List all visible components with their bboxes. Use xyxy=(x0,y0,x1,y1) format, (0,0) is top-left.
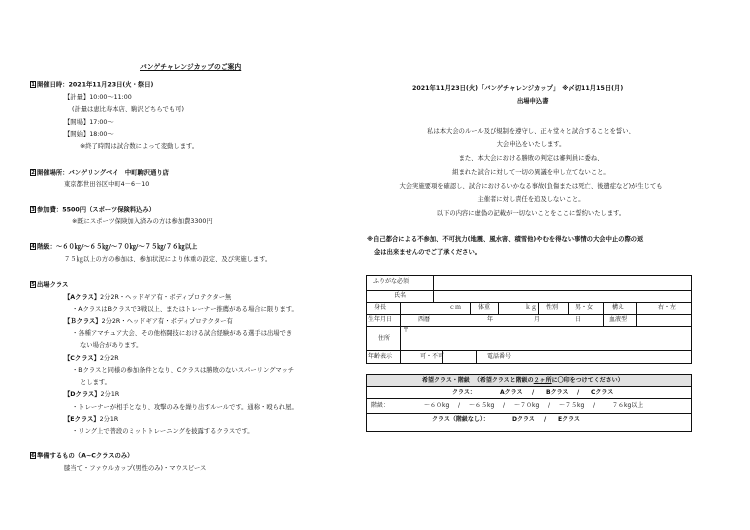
class-a-option[interactable]: Aクラス xyxy=(500,389,523,396)
height-unit: ｃｍ xyxy=(449,304,462,311)
venue-address: 東京都世田谷区中町4－6－10 xyxy=(64,181,150,188)
month-label: 月 xyxy=(534,316,541,323)
section-number: 1 xyxy=(31,82,35,88)
section-4-heading: 4 階級：～６０㎏/～６５㎏/～７０㎏/～７５㎏/７６㎏以上 xyxy=(31,243,198,251)
section-5-heading: 5 出場クラス xyxy=(31,281,69,289)
end-time-note: ※終了時間は試合数によって変動します。 xyxy=(80,143,199,150)
class-b-note-1: ・各種アマチュア大会、その他格闘技における試合経験がある選手は出場でき xyxy=(72,330,293,337)
age-display-options[interactable]: 可・不可 xyxy=(420,353,445,360)
doors-open-time: 【開場】17:00～ xyxy=(64,119,114,126)
section-number: 6 xyxy=(31,453,35,459)
section-number: 5 xyxy=(31,282,35,288)
blood-type-label: 血液型 xyxy=(609,316,628,323)
class-c-note-1: ・Bクラスと同様の参加条件となり、Cクラスは勝敗のないスパーリングマッチ xyxy=(72,367,295,374)
section-1-heading: 1 開催日時：2021年11月23日(火・祭日) xyxy=(31,81,154,89)
class-b-line: 【Ｂクラス】2分2R・ヘッドギア有・ボディプロテクター有 xyxy=(64,318,233,325)
weigh-in-time: 【計量】10:00～11:00 xyxy=(64,94,132,101)
class-d-note: ・トレーナーが相手となり、攻撃のみを繰り出すルールです。通称・殴られ屋。 xyxy=(72,404,298,411)
division-option[interactable]: ～７０kg xyxy=(514,402,540,409)
phone-field[interactable] xyxy=(530,352,688,363)
class-c-line: 【Cクラス】2分2R xyxy=(64,355,119,362)
class-no-division-label: クラス（階級なし）： xyxy=(432,416,489,423)
division-option[interactable]: ７６kg以上 xyxy=(612,402,644,409)
section-3-heading: 3 参加費：5500円（スポーツ保険料込み） xyxy=(31,206,156,214)
section-6-heading: 6 準備するもの（A~Cクラスのみ） xyxy=(31,452,134,460)
class-c-option[interactable]: Cクラス xyxy=(591,389,614,396)
refund-notice-2: 金は出来ませんのでご了承ください。 xyxy=(374,249,482,256)
sex-label: 性別 xyxy=(546,304,559,311)
division-option[interactable]: ～７５kg xyxy=(559,402,585,409)
start-time: 【開始】18:00～ xyxy=(64,131,114,138)
stance-label: 構え xyxy=(612,304,625,311)
era-label: 西暦 xyxy=(418,316,431,323)
height-label: 身長 xyxy=(374,304,387,311)
class-b-note-2: ない場合があります。 xyxy=(80,342,143,349)
weigh-in-note: (計量は恵比寿本店、駒沢どちらでも可) xyxy=(72,106,184,113)
name-field[interactable] xyxy=(435,291,690,301)
phone-label: 電話番号 xyxy=(487,353,512,360)
weight-label: 体重 xyxy=(478,304,491,311)
day-label: 日 xyxy=(575,316,582,323)
furigana-field[interactable] xyxy=(435,277,690,289)
address-field[interactable] xyxy=(402,327,690,349)
year-label: 年 xyxy=(487,316,494,323)
section-2-heading: 2 開催場所：バンゲリングベイ 中町駒沢通り店 xyxy=(31,169,169,177)
postal-mark: 〒 xyxy=(403,327,410,334)
furigana-label: ふりがな必須 xyxy=(373,278,410,285)
class-d-option[interactable]: Dクラス xyxy=(512,416,535,423)
form-subtitle: 出場申込書 xyxy=(517,98,549,105)
weight-unit: ｋｇ xyxy=(525,304,538,311)
class-header: 希望クラス・階級 （希望クラスと階級の２ヶ所に〇印をつけてください） xyxy=(422,377,624,384)
form-title-line: 2021年11月23日(火)「バンゲチャレンジカップ」 ※〆切11月15日(月) xyxy=(412,85,624,92)
stance-options[interactable]: 右・左 xyxy=(658,304,677,311)
sex-options[interactable]: 男・女 xyxy=(575,304,594,311)
division-label: 階級： xyxy=(371,402,390,409)
section-number: 3 xyxy=(31,207,35,213)
fee-note: ※既にスポーツ保険加入済みの方は参加費3300円 xyxy=(72,218,213,225)
section-number: 2 xyxy=(31,170,35,176)
age-display-label: 年齢表示 xyxy=(368,353,393,360)
refund-notice-1: ※自己都合による不参加、不可抗力(地震、風水害、積雪他)やむを得ない事情の大会中止の際の返 xyxy=(367,236,644,243)
class-label: クラス： xyxy=(452,389,476,396)
class-a-note: ・AクラスはBクラスで3戦以上、またはトレーナー推薦がある場合に限ります。 xyxy=(72,306,298,313)
document-title: バンゲチャレンジカップのご案内 xyxy=(140,63,242,71)
class-e-option[interactable]: Eクラス xyxy=(558,416,580,423)
equipment-list: 膝当て・ファウルカップ(男性のみ)・マウスピース xyxy=(64,465,207,472)
class-d-line: 【Dクラス】2分1R xyxy=(64,391,120,398)
address-label: 住所 xyxy=(378,335,391,342)
class-e-line: 【Eクラス】2分1R xyxy=(64,416,119,423)
class-e-note: ・リング上で普段のミットトレーニングを披露するクラスです。 xyxy=(72,428,254,435)
division-option[interactable]: ～６５kg xyxy=(469,402,495,409)
name-label: 氏名 xyxy=(394,292,407,299)
division-note: ７５㎏以上の方の参加は、参加状況により体重の設定、及び実施します。 xyxy=(64,256,272,263)
division-option[interactable]: ～６０kg xyxy=(424,402,450,409)
section-number: 4 xyxy=(31,244,35,250)
class-c-note-2: とします。 xyxy=(80,379,111,386)
birth-label: 生年月日 xyxy=(368,316,393,323)
class-b-option[interactable]: Bクラス xyxy=(546,389,569,396)
class-a-line: 【Aクラス】2分2R・ヘッドギア有・ボディプロテクター無 xyxy=(64,294,232,301)
